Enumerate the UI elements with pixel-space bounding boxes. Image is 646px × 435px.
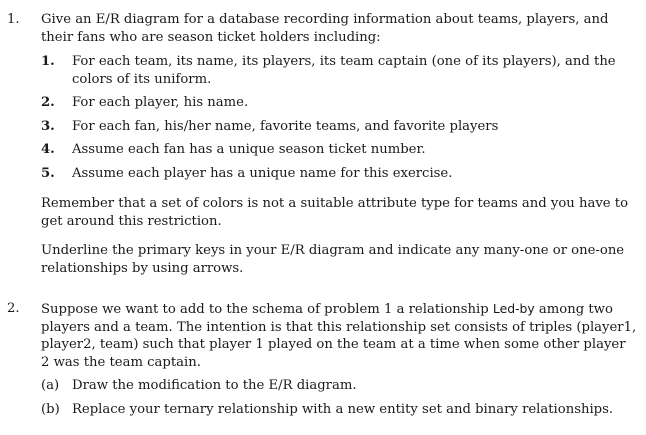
problem-1-number: 1. (7, 12, 20, 27)
list-item: 5. Assume each player has a unique name for this exercise. (41, 165, 453, 181)
part-a: (a) Draw the modification to the E/R diagram. (41, 378, 357, 393)
list-item: 1. For each team, its name, its players, its team captain (one of its players), and the colors of its uniform. (41, 54, 616, 87)
problem-2-number: 2. (7, 301, 20, 316)
list-item: 3. For each fan, his/her name, favorite teams, and favorite players (41, 118, 499, 134)
problem-2-body (41, 300, 637, 418)
problem-2-statement: Suppose we want to add to the schema of problem 1 a relationship Led-by among two players and a team. The intention is that this relationship set consists of triples (player1, player2, team) such that player 1 played on the team at a time when some other player 2 was the team captain. (41, 301, 637, 370)
problem-1-intro: Give an E/R diagram for a database recording information about teams, players, and their fans who are season ticket holders including: (41, 12, 609, 45)
problem-1-body (41, 11, 637, 277)
list-item: 2. For each player, his name. (41, 95, 249, 110)
relationship-name: Led-by (492, 301, 535, 316)
remember-paragraph: Remember that a set of colors is not a suitable attribute type for teams and you have to get around this restriction. (41, 196, 629, 229)
underline-paragraph: Underline the primary keys in your E/R diagram and indicate any many-one or one-one relationships by using arrows. (41, 243, 625, 276)
requirements-list (41, 53, 637, 182)
list-item: 4. Assume each fan has a unique season ticket number. (41, 142, 426, 157)
part-b: (b) Replace your ternary relationship with a new entity set and binary relationships. (41, 401, 614, 417)
